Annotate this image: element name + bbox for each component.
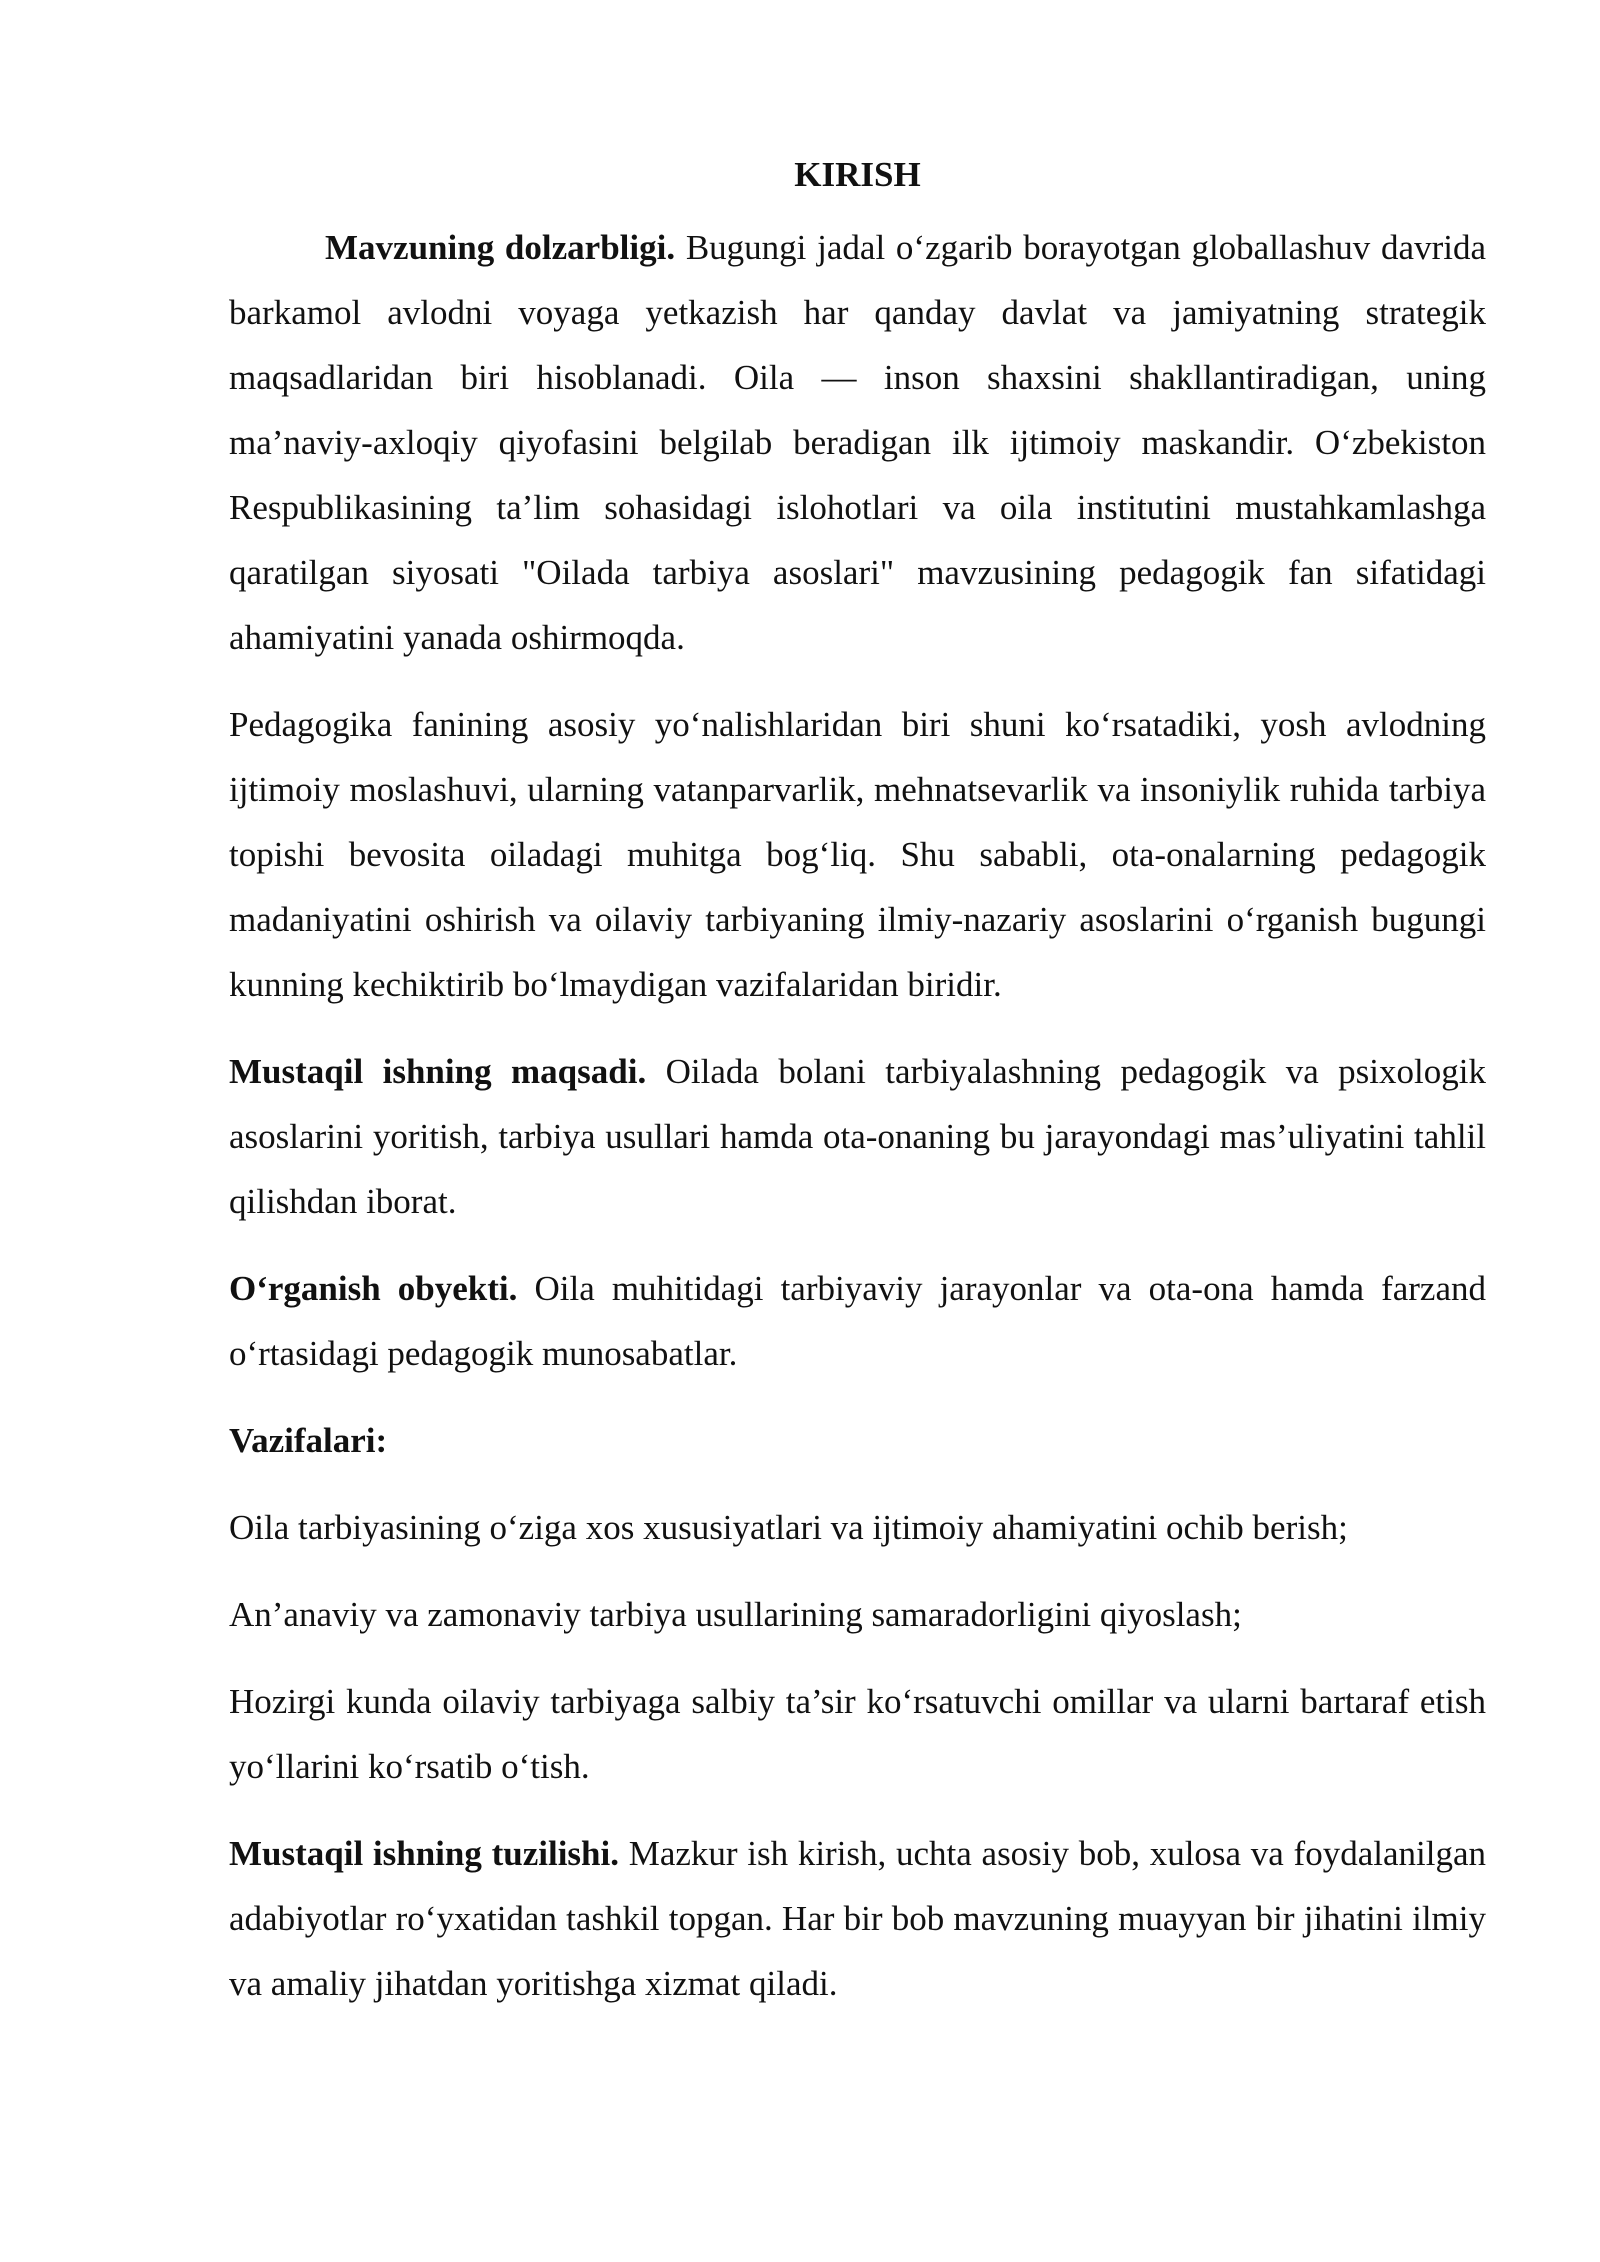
relevance-paragraph	[229, 215, 1486, 670]
task-item: An’anaviy va zamonaviy tarbiya usullarining samaradorligini qiyoslash;	[229, 1595, 1242, 1634]
object-text: Oila muhitidagi tarbiyaviy jarayonlar va ota-ona hamda farzand o‘rtasidagi pedagogik munosabatlar.	[229, 1269, 1486, 1373]
goal-heading: Mustaqil ishning maqsadi.	[229, 1052, 647, 1091]
relevance-heading: Mavzuning dolzarbligi.	[325, 228, 676, 267]
goal-text: Oilada bolani tarbiyalashning pedagogik va psixologik asoslarini yoritish, tarbiya usullari hamda ota-onaning bu jarayondagi mas’uliyatini tahlil qilishdan iborat.	[229, 1052, 1486, 1221]
structure-text: Mazkur ish kirish, uchta asosiy bob, xulosa va foydalanilgan adabiyotlar ro‘yxatidan tashkil topgan. Har bir bob mavzuning muayyan bir jihatini ilmiy va amaliy jihatdan yoritishga xizmat qiladi.	[229, 1834, 1486, 2003]
object-paragraph	[229, 1256, 1486, 1386]
tasks-heading: Vazifalari:	[229, 1421, 388, 1460]
task-item: Oila tarbiyasining o‘ziga xos xususiyatlari va ijtimoiy ahamiyatini ochib berish;	[229, 1508, 1348, 1547]
object-heading: O‘rganish obyekti.	[229, 1269, 518, 1308]
document-page	[229, 150, 1486, 2038]
page-title: KIRISH	[794, 155, 921, 194]
task-item: Hozirgi kunda oilaviy tarbiyaga salbiy ta’sir ko‘rsatuvchi omillar va ularni bartaraf etish yo‘llarini ko‘rsatib o‘tish.	[229, 1682, 1486, 1786]
relevance-text: Bugungi jadal o‘zgarib borayotgan globallashuv davrida barkamol avlodni voyaga yetkazish har qanday davlat va jamiyatning strategik maqsadlaridan biri hisoblanadi. Oila — inson shaxsini shakllantiradigan, uning ma’naviy-axloqiy qiyofasini belgilab beradigan ilk ijtimoiy maskandir. O‘zbekiston Respublikasining ta’lim sohasidagi islohotlari va oila institutini mustahkamlashga qaratilgan siyosati "Oilada tarbiya asoslari" mavzusining pedagogik fan sifatidagi ahamiyatini yanada oshirmoqda.	[229, 228, 1487, 657]
goal-paragraph	[229, 1039, 1486, 1234]
structure-paragraph	[229, 1821, 1486, 2016]
pedagogy-paragraph: Pedagogika fanining asosiy yo‘nalishlaridan biri shuni ko‘rsatadiki, yosh avlodning ijtimoiy moslashuvi, ularning vatanparvarlik, mehnatsevarlik va insoniylik ruhida tarbiya topishi bevosita oiladagi muhitga bog‘liq. Shu sababli, ota-onalarning pedagogik madaniyatini oshirish va oilaviy tarbiyaning ilmiy-nazariy asoslarini o‘rganish bugungi kunning kechiktirib bo‘lmaydigan vazifalaridan biridir.	[229, 705, 1486, 1004]
structure-heading: Mustaqil ishning tuzilishi.	[229, 1834, 619, 1873]
